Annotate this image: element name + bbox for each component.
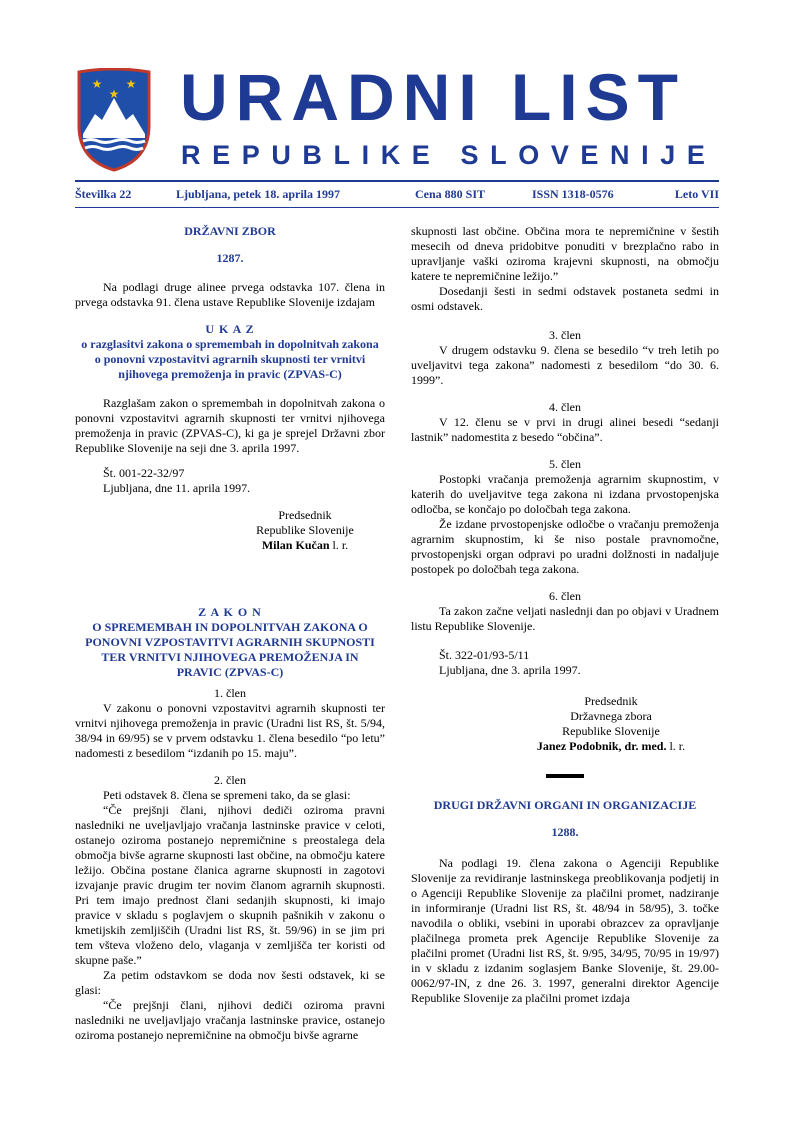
intro-paragraph: Na podlagi druge alinee prvega odstavka 107. člena in prvega odstavka 91. člena ustave Republike Slovenije izdajam [75,280,385,309]
publication-title: URADNI LIST [180,60,686,134]
article-6-title: 6. člen [549,589,581,603]
article-2-quote-1: “Če prejšnji člani, njihovi dediči oziroma pravni nasledniki ne uveljavljajo vračanja lastninske pravice v celoti, ostanejo oziroma postanejo nepremičnine s preostalega dela območja bivše agrarne skupnosti last občine, na območju katere ležijo. Občina postane članica agrarne skupnosti in zagotovi izvajanje pravic drugim ter novim članom agrarnih skupnosti. Pri tem imajo prednost člani sedanjih skupnosti, ki imajo pravice v skladu s poglavjem o skupnih pašnikih v zakonu o kmetijskih zemljiščih (Uradni list RS, št. 59/96) in se jim pri tem všteva vloženo delo, vlaganja v zemljišča ter koristi od skupne paše.” [75,803,385,967]
svg-text:★: ★ [108,87,120,101]
left-column [75,224,385,1043]
signer-line [195,538,415,553]
act-number-2: 1288. [551,825,579,839]
law-title: Z A K O N [198,605,262,619]
decree-reference: Št. 001-22-32/97 [103,466,185,480]
decree-subtitle: o razglasitvi zakona o spremembah in dopolnitvah zakona o ponovni vzpostavitvi agrarnih skupnosti ter vrnitvi njihovega premoženja in pravic (ZPVAS-C) [81,337,379,381]
article-2-quote-2: “Če prejšnji člani, njihovi dediči oziroma pravni nasledniki ne uveljavljajo vračanja lastninske pravice, ostanejo oziroma postanejo nepremičnine na območju bivše agrarne [75,998,385,1042]
continued-paragraph: skupnosti last občine. Občina mora te nepremičnine v šestih mesecih od dneva pridobitve ponuditi v brezplačno rabo in upravljanje vaški oziroma krajevni skupnosti, na območju katere te nepremičnine ležijo.” [411,224,719,283]
issue-date: Ljubljana, petek 18. aprila 1997 [176,187,341,201]
decree-paragraph: Razglašam zakon o spremembah in dopolnitvah zakona o ponovni vzpostavitvi agrarnih skupnosti ter vrnitvi njihovega premoženja in pravic (ZPVAS-C), ki ga je sprejel Državni zbor Republike Slovenije na seji dne 3. aprila 1997. [75,396,385,455]
section-heading-2: DRUGI DRŽAVNI ORGANI IN ORGANIZACIJE [433,798,697,812]
article-5-text-1: Postopki vračanja premoženja agrarnim skupnostim, v katerih do uveljavitve tega zakona ni izdana prvostopenjska odločba, se končajo po določbah tega zakona. [411,472,719,516]
issue-price: Cena 880 SIT [415,187,486,201]
article-3-title: 3. člen [549,328,581,342]
article-2-title: 2. člen [214,773,246,787]
signer-name: Milan Kučan [261,538,330,552]
article-4-title: 4. člen [549,400,581,414]
svg-text:★: ★ [125,77,137,91]
masthead-info-bar [75,187,719,203]
signature-block-2 [511,694,711,754]
signer-role-2: Predsednik [584,694,638,708]
issue-number: Številka 22 [75,187,132,201]
signer-organization: Republike Slovenije [256,523,354,537]
section-heading: DRŽAVNI ZBOR [184,224,276,238]
article-6-text: Ta zakon začne veljati naslednji dan po objavi v Uradnem listu Republike Slovenije. [411,604,719,633]
signer-role: Predsednik [278,508,332,522]
decree-title: U K A Z [205,322,255,336]
article-5-text-2: Že izdane prvostopenjske odločbe o vračanju premoženja agrarnim skupnostim, ki še niso postale pravnomočne, prvostopenjski organ odpravi po uradni dolžnosti in nadaljuje postopek po določbah tega zakona. [411,517,719,576]
volume-year: Leto VII [674,187,719,201]
continued-paragraph-2: Dosedanji šesti in sedmi odstavek postaneta sedmi in osmi odstavek. [411,284,719,313]
law-reference: Št. 322-01/93-5/11 [439,648,530,662]
signer-suffix: l. r. [329,538,349,552]
act-number: 1287. [216,251,244,265]
signer-suffix-2: l. r. [666,739,686,753]
law-place-date: Ljubljana, dne 3. aprila 1997. [439,663,581,677]
signer-line-2 [511,739,711,754]
article-1-text: V zakonu o ponovni vzpostavitvi agrarnih skupnosti ter vrnitvi njihovega premoženja in pravic (Uradni list RS, št. 5/94, 38/94 in 69/95) se v prvem odstavku 1. člena besedilo “po letu” nadomesti z besedilom “izdanih po 15. maju”. [75,701,385,760]
svg-text:★: ★ [91,77,103,91]
article-2-text-2: Za petim odstavkom se doda nov šesti odstavek, ki se glasi: [75,968,385,997]
issn: ISSN 1318-0576 [532,187,614,201]
signer-name-2: Janez Podobnik, dr. med. [536,739,667,753]
law-subtitle: O SPREMEMBAH IN DOPOLNITVAH ZAKONA O PONOVNI VZPOSTAVITVI AGRARNIH SKUPNOSTI TER VRNITVI NJIHOVEGA PREMOŽENJA IN PRAVIC (ZPVAS-C) [85,620,375,679]
signature-block [195,508,415,553]
signer-organization-2a: Državnega zbora [570,709,652,723]
slovenian-coat-of-arms-icon [75,68,153,172]
act-1288-paragraph: Na podlagi 19. člena zakona o Agenciji Republike Slovenije za revidiranje lastninskega preoblikovanja podjetij in o Agenciji Republike Slovenije za plačilni promet, nadziranje in informiranje (Uradni list RS, št. 48/94 in 58/95), 3. točke navodila o obliki, vsebini in uporabi obrazcev za opravljanje plačilnega prometa prek Agencije Republike Slovenije za plačilni promet (Uradni list RS, št. 9/95, 34/95, 70/95 in 19/97) in v skladu z izdanim soglasjem Banke Slovenije, št. 29.00-0062/97-IN, z dne 26. 3. 1997, generalni direktor Agencije Republike Slovenije za plačilni promet izdaja [411,856,719,1005]
article-3-text: V drugem odstavku 9. člena se besedilo “v treh letih po uveljavitvi tega zakona” nadomesti z besedilom “do 30. 6. 1999”. [411,343,719,387]
article-5-title: 5. člen [549,457,581,471]
signer-organization-2b: Republike Slovenije [562,724,660,738]
article-2-text-1: Peti odstavek 8. člena se spremeni tako, da se glasi: [103,788,351,802]
article-4-text: V 12. členu se v prvi in drugi alinei besedi “sedanji lastnik” nadomestita z besedo “občina”. [411,415,719,444]
right-column [411,224,719,1006]
publication-subtitle: REPUBLIKE SLOVENIJE [181,140,717,170]
masthead-rule-top [75,180,719,182]
decree-place-date: Ljubljana, dne 11. aprila 1997. [103,481,251,495]
masthead-rule-bottom [75,207,719,208]
article-1-title: 1. člen [214,686,246,700]
